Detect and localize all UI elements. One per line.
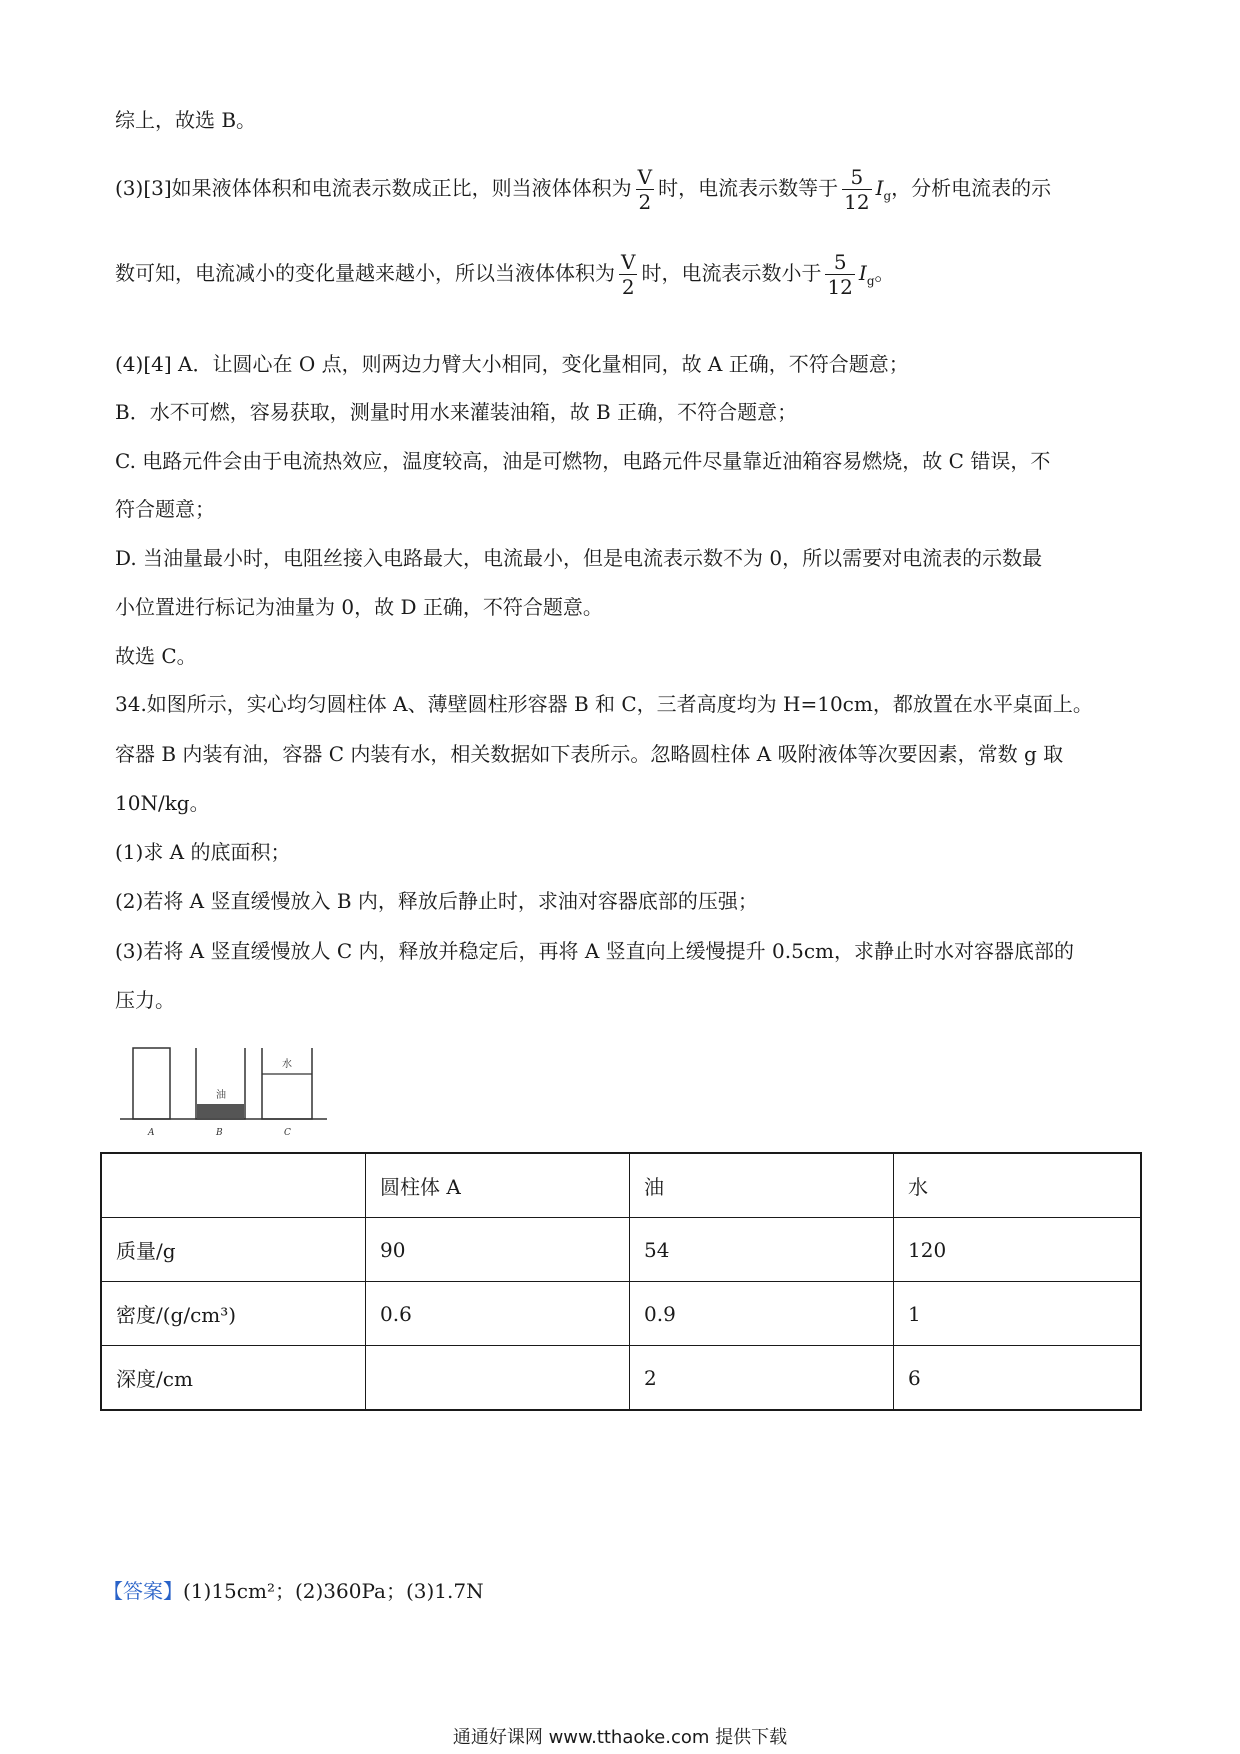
line-part4-d2: 小位置进行标记为油量为 0，故 D 正确，不符合题意。 xyxy=(115,595,603,619)
table-cell: 1 xyxy=(894,1282,1142,1346)
table-cell: 6 xyxy=(894,1346,1142,1411)
oil-layer xyxy=(197,1104,244,1118)
fraction-5-over-12: $\frac{5}{12}$ xyxy=(844,165,870,214)
table-cell xyxy=(101,1153,366,1218)
table-cell: 54 xyxy=(630,1218,894,1282)
question34-sub1: (1)求 A 的底面积； xyxy=(115,840,291,864)
table-row xyxy=(101,1282,1141,1346)
table-row xyxy=(101,1218,1141,1282)
line-part4-c1: C. 电路元件会由于电流热效应，温度较高，油是可燃物，电路元件尽量靠近油箱容易燃烧，故 C 错误，不 xyxy=(115,449,1051,473)
question34-sub2: (2)若将 A 竖直缓慢放入 B 内，释放后静止时，求油对容器底部的压强； xyxy=(115,889,758,913)
question34-sub3b: 压力。 xyxy=(115,988,175,1012)
fraction-v-over-2: $\frac{V}{2}$ xyxy=(637,165,653,214)
question34-sub3a: (3)若将 A 竖直缓慢放人 C 内，释放并稳定后，再将 A 竖直向上缓慢提升 0.5cm，求静止时水对容器底部的 xyxy=(115,939,1074,963)
table-cell: 0.9 xyxy=(630,1282,894,1346)
fraction-v-over-2: $\frac{V}{2}$ xyxy=(621,250,636,299)
table-row-label: 密度/(g/cm³) xyxy=(101,1282,366,1346)
line-conclusion-b: 综上，故选 B。 xyxy=(115,108,257,132)
data-table xyxy=(100,1152,1142,1411)
table-row-label: 质量/g xyxy=(101,1218,366,1282)
answer-tag: 【答案】 xyxy=(103,1579,183,1603)
table-cell: 90 xyxy=(366,1218,630,1282)
line-part3-b xyxy=(115,250,895,299)
table-cell xyxy=(366,1346,630,1411)
line-part4-c2: 符合题意； xyxy=(115,497,215,521)
answer-text: (1)15cm²；(2)360Pa；(3)1.7N xyxy=(183,1579,484,1603)
current-ig: $I_g$ xyxy=(858,261,875,288)
water-label: 水 xyxy=(282,1059,292,1070)
label-b: B xyxy=(216,1128,223,1138)
line-select-c: 故选 C。 xyxy=(115,644,197,668)
line-part3-a xyxy=(115,165,1051,214)
table-cell: 2 xyxy=(630,1346,894,1411)
current-ig: $I_g$ xyxy=(875,176,892,203)
oil-label: 油 xyxy=(216,1090,226,1101)
fraction-5-over-12: $\frac{5}{12}$ xyxy=(827,250,853,299)
part3-text-2: 时，电流表示数等于 xyxy=(658,176,839,200)
question34-line1: 34.如图所示，实心均匀圆柱体 A、薄壁圆柱形容器 B 和 C，三者高度均为 H=10cm，都放置在水平桌面上。 xyxy=(115,692,1093,716)
line-part4-b: B．水不可燃，容易获取，测量时用水来灌装油箱，故 B 正确，不符合题意； xyxy=(115,400,798,424)
part3-text-1: (3)[3]如果液体体积和电流表示数成正比，则当液体体积为 xyxy=(115,176,632,200)
containers-figure xyxy=(112,1040,352,1140)
line-part4-a: (4)[4] A．让圆心在 O 点，则两边力臂大小相同，变化量相同，故 A 正确，不符合题意； xyxy=(115,352,909,376)
part3-text-3: ，分析电流表的示 xyxy=(891,176,1052,200)
line-part4-d1: D. 当油量最小时，电阻丝接入电路最大，电流最小，但是电流表示数不为 0，所以需要对电流表的示数最 xyxy=(115,546,1043,570)
table-cell: 0.6 xyxy=(366,1282,630,1346)
question34-line3: 10N/kg。 xyxy=(115,791,210,815)
answer-line xyxy=(103,1577,484,1605)
table-row xyxy=(101,1346,1141,1411)
table-cell: 120 xyxy=(894,1218,1142,1282)
label-c: C xyxy=(284,1128,291,1138)
table-header-oil: 油 xyxy=(630,1153,894,1218)
part3b-text-2: 时，电流表示数小于 xyxy=(641,261,822,285)
cylinder-a xyxy=(133,1048,170,1119)
part3b-text-1: 数可知，电流减小的变化量越来越小，所以当液体体积为 xyxy=(115,261,615,285)
table-header-water: 水 xyxy=(894,1153,1142,1218)
table-row-label: 深度/cm xyxy=(101,1346,366,1411)
question34-line2: 容器 B 内装有油，容器 C 内装有水，相关数据如下表所示。忽略圆柱体 A 吸附液体等次要因素，常数 g 取 xyxy=(115,742,1064,766)
page-footer: 通通好课网 www.tthaoke.com 提供下载 xyxy=(452,1727,788,1748)
part3b-text-3: 。 xyxy=(874,261,895,285)
table-header-cylinder: 圆柱体 A xyxy=(366,1153,630,1218)
table-header-row xyxy=(101,1153,1141,1218)
label-a: A xyxy=(148,1128,155,1138)
